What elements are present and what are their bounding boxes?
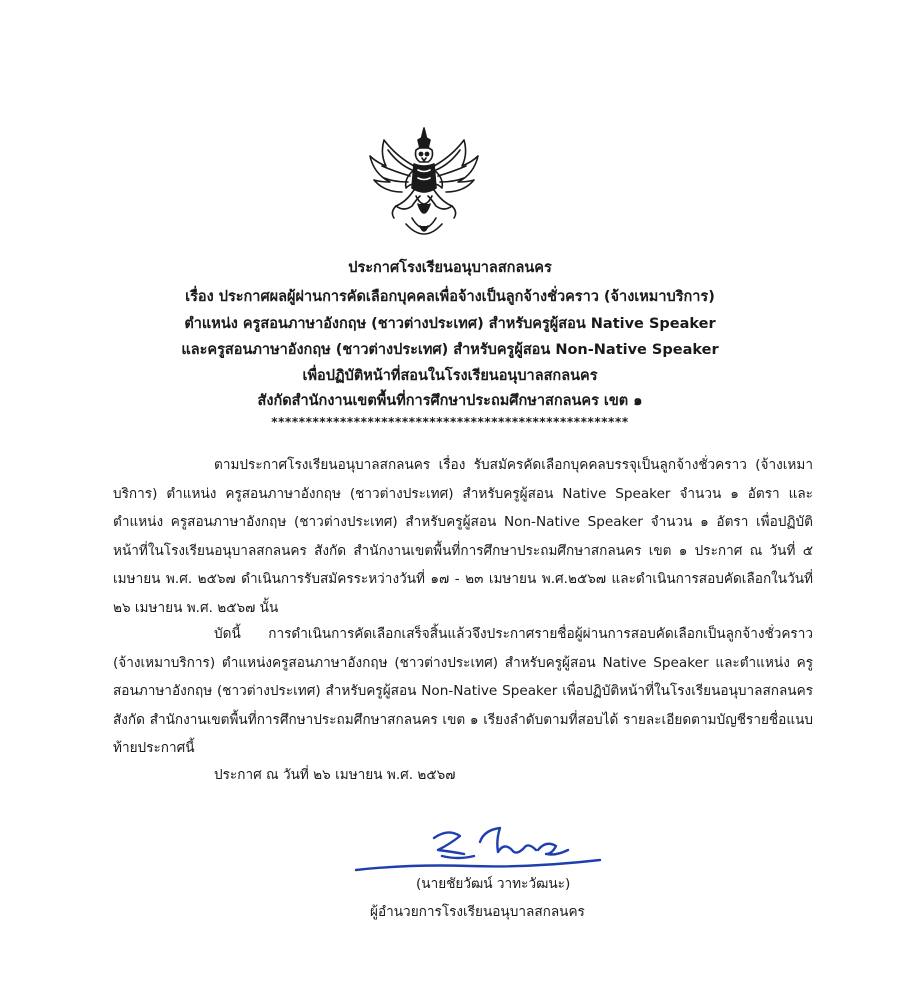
announce-date: ประกาศ ณ วันที่ ๒๖ เมษายน พ.ศ. ๒๕๖๗ — [214, 767, 456, 783]
signer-title: ผู้อำนวยการโรงเรียนอนุบาลสกลนคร — [370, 904, 585, 920]
paragraph-1-text: ตามประกาศโรงเรียนอนุบาลสกลนคร เรื่อง รับสมัครคัดเลือกบุคคลบรรจุเป็นลูกจ้างชั่วคราว (จ้างเหมาบริการ) ตำแหน่ง ครูสอนภาษาอังกฤษ (ชาวต่างประเทศ) สำหรับครูผู้สอน Native Speaker จำนวน ๑ อัตรา และตำแหน่ง ครูสอนภาษาอังกฤษ (ชาวต่างประเทศ) สำหรับครูผู้สอน Non-Native Speaker จำนวน ๑ อัตรา เพื่อปฏิบัติหน้าที่ในโรงเรียนอนุบาลสกลนคร สังกัด สำนักงานเขตพื้นที่การศึกษาประถมศึกษาสกลนคร เขต ๑ ประกาศ ณ วันที่ ๕ เมษายน พ.ศ. ๒๕๖๗ ดำเนินการรับสมัครระหว่างวันที่ ๑๗ - ๒๓ เมษายน พ.ศ.๒๕๖๗ และดำเนินการสอบคัดเลือกในวันที่ ๒๖ เมษายน พ.ศ. ๒๕๖๗ นั้น — [113, 457, 813, 616]
separator-stars: **************************************************** — [271, 415, 629, 429]
affiliation-line: สังกัดสำนักงานเขตพื้นที่การศึกษาประถมศึกษาสกลนคร เขต ๑ — [257, 393, 643, 409]
paragraph-2-text: บัดนี้ การดำเนินการคัดเลือกเสร็จสิ้นแล้วจึงประกาศรายชื่อผู้ผ่านการสอบคัดเลือกเป็นลูกจ้างชั่วคราว (จ้างเหมาบริการ) ตำแหน่งครูสอนภาษาอังกฤษ (ชาวต่างประเทศ) สำหรับครูผู้สอน Native Speaker และตำแหน่ง ครูสอนภาษาอังกฤษ (ชาวต่างประเทศ) สำหรับครูผู้สอน Non-Native Speaker เพื่อปฏิบัติหน้าที่ในโรงเรียนอนุบาลสกลนคร สังกัด สำนักงานเขตพื้นที่การศึกษาประถมศึกษาสกลนคร เขต ๑ เรียงลำดับตามที่สอบได้ รายละเอียดตามบัญชีรายชื่อแนบท้ายประกาศนี้ — [113, 626, 813, 757]
announcement-subject: เรื่อง ประกาศผลผู้ผ่านการคัดเลือกบุคคลเพื่อจ้างเป็นลูกจ้างชั่วคราว (จ้างเหมาบริการ) — [185, 289, 715, 305]
signer-name: (นายชัยวัฒน์ วาทะวัฒนะ) — [416, 876, 571, 892]
announcement-title: ประกาศโรงเรียนอนุบาลสกลนคร — [348, 260, 552, 276]
duty-line: เพื่อปฏิบัติหน้าที่สอนในโรงเรียนอนุบาลสกลนคร — [302, 368, 598, 384]
body-paragraph-2 — [113, 620, 813, 763]
garuda-emblem-icon — [366, 126, 482, 242]
position-native: ตำแหน่ง ครูสอนภาษาอังกฤษ (ชาวต่างประเทศ) สำหรับครูผู้สอน Native Speaker — [184, 316, 716, 332]
position-non-native: และครูสอนภาษาอังกฤษ (ชาวต่างประเทศ) สำหรับครูผู้สอน Non-Native Speaker — [181, 342, 719, 358]
body-paragraph-1 — [113, 451, 813, 623]
